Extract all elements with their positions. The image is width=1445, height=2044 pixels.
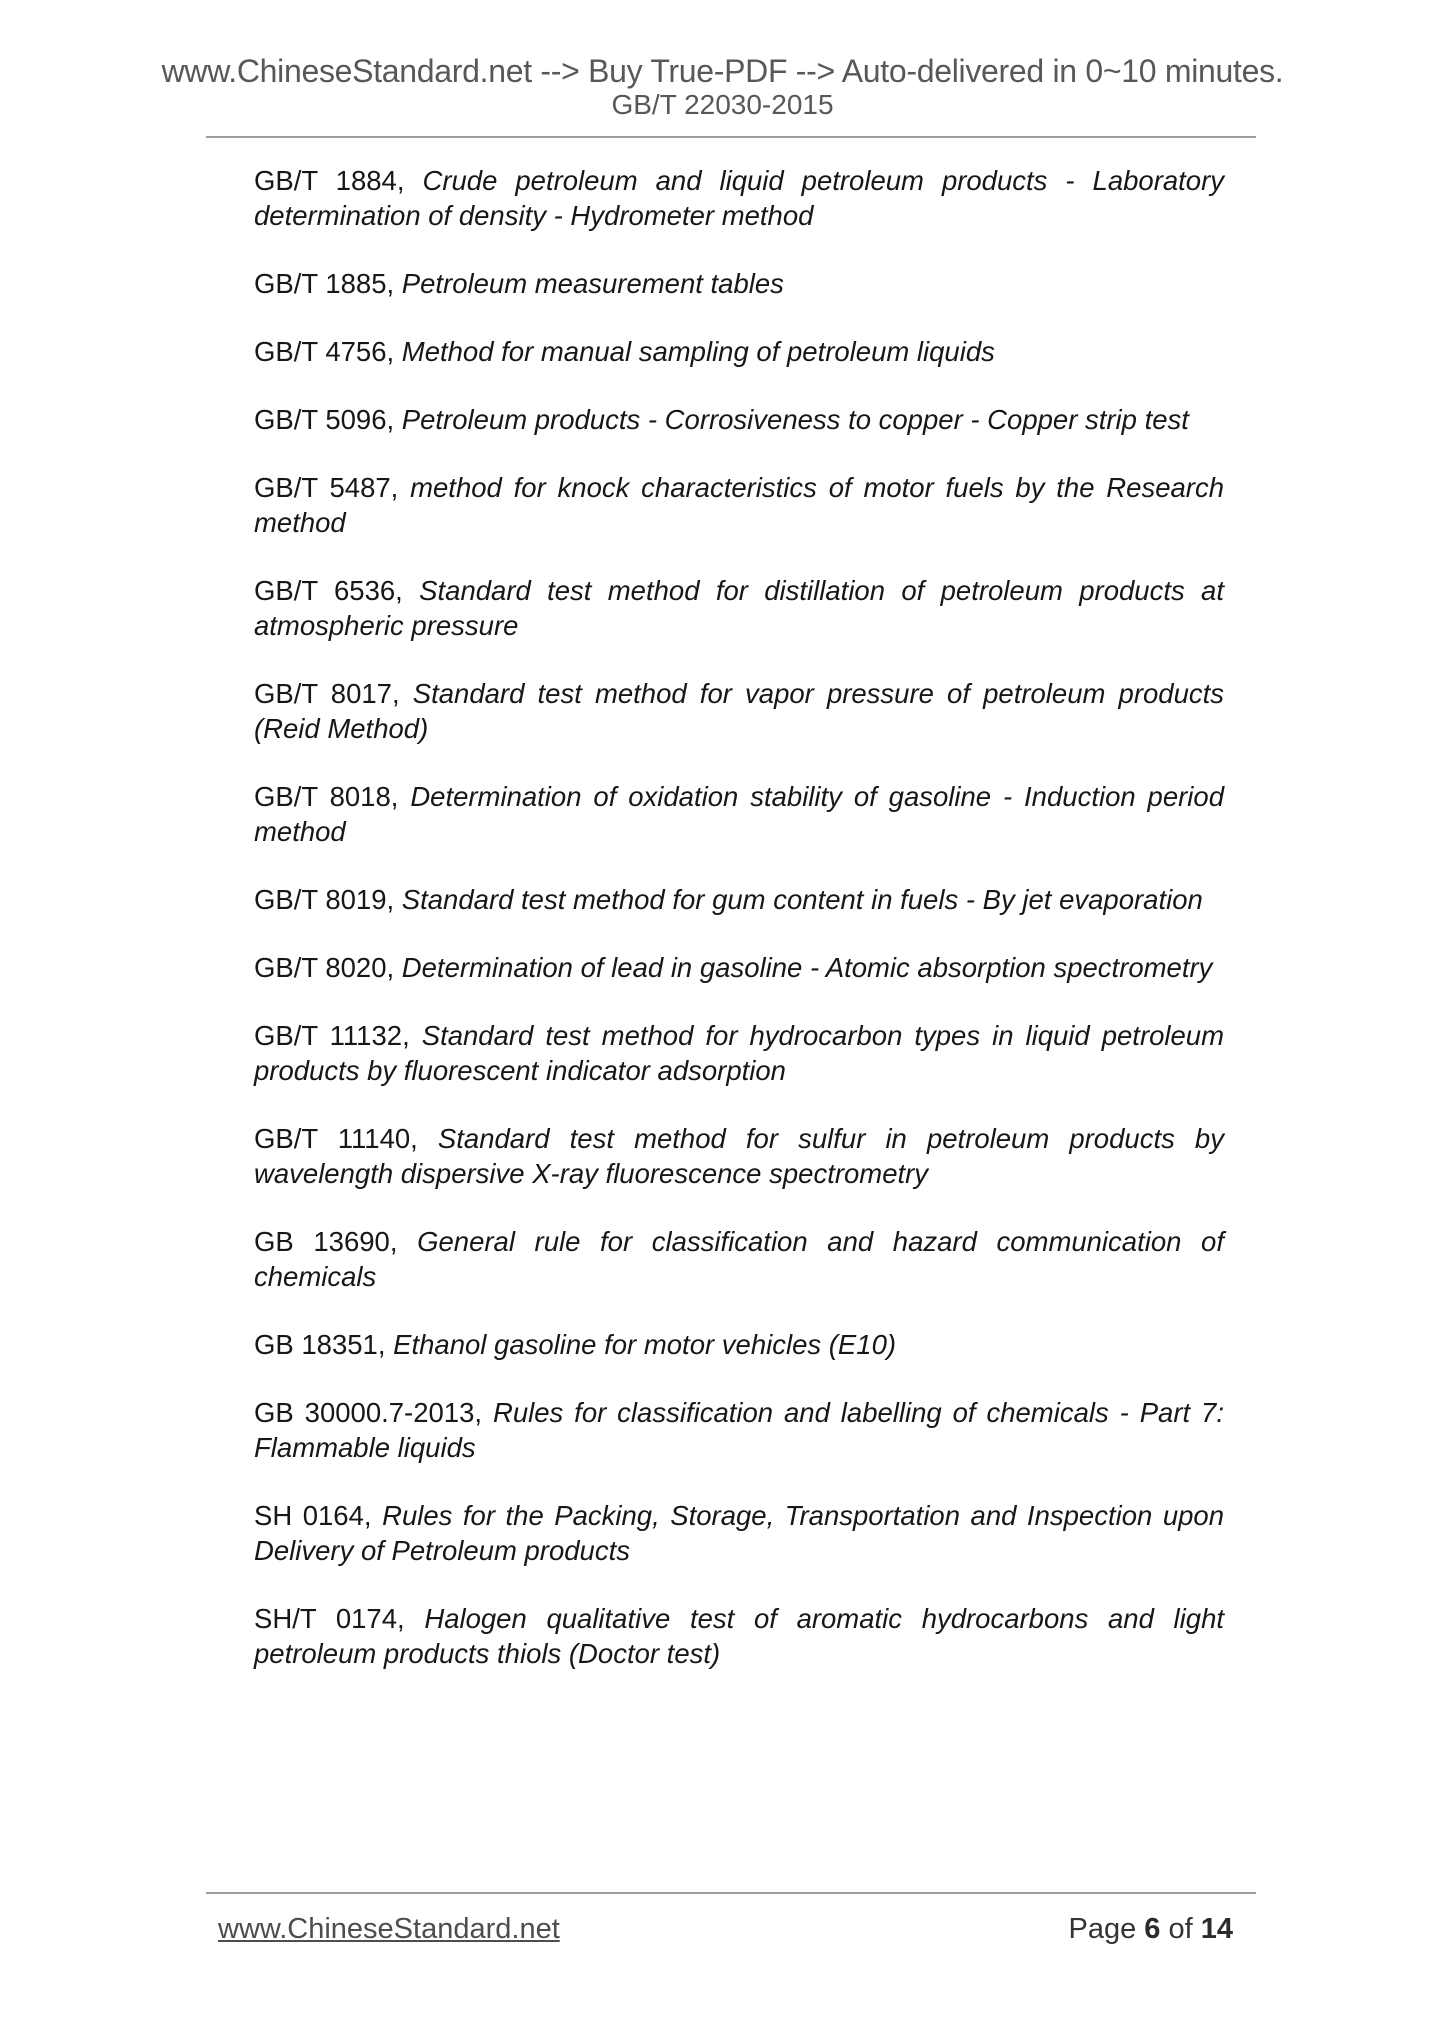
footer-page-label: Page bbox=[1068, 1913, 1137, 1945]
standard-code: GB/T 5487, bbox=[254, 472, 399, 503]
standard-code: GB/T 8017, bbox=[254, 678, 400, 709]
footer-page-current: 6 bbox=[1144, 1913, 1161, 1945]
reference-item bbox=[254, 1224, 1224, 1294]
reference-item bbox=[254, 266, 1224, 301]
standard-code: GB/T 4756, bbox=[254, 336, 395, 367]
header-banner-text: www.ChineseStandard.net --> Buy True-PDF --> Auto-delivered in 0~10 minutes. bbox=[161, 53, 1284, 89]
standard-code: GB 13690, bbox=[254, 1226, 398, 1257]
standard-code: SH 0164, bbox=[254, 1500, 372, 1531]
standard-title: Standard test method for distillation of petroleum products at atmospheric pressure bbox=[254, 575, 1224, 641]
standard-code: GB 30000.7-2013, bbox=[254, 1397, 483, 1428]
reference-item bbox=[254, 779, 1224, 849]
standard-title: Petroleum products - Corrosiveness to copper - Copper strip test bbox=[401, 404, 1189, 435]
reference-item bbox=[254, 1601, 1224, 1671]
reference-item bbox=[254, 1121, 1224, 1191]
standard-code: GB/T 8020, bbox=[254, 952, 395, 983]
reference-item bbox=[254, 1018, 1224, 1088]
standard-title: Rules for classification and labelling of chemicals - Part 7: Flammable liquids bbox=[254, 1397, 1224, 1463]
reference-item bbox=[254, 334, 1224, 369]
reference-item bbox=[254, 1327, 1224, 1362]
reference-item bbox=[254, 1395, 1224, 1465]
references-list bbox=[254, 163, 1224, 1704]
standard-title: Standard test method for gum content in fuels - By jet evaporation bbox=[401, 884, 1203, 915]
standard-title: Crude petroleum and liquid petroleum products - Laboratory determination of density - Hydrometer method bbox=[254, 165, 1225, 231]
standard-code: SH/T 0174, bbox=[254, 1603, 405, 1634]
reference-item bbox=[254, 163, 1224, 233]
reference-item bbox=[254, 950, 1224, 985]
reference-item bbox=[254, 1498, 1224, 1568]
standard-code: GB 18351, bbox=[254, 1329, 386, 1360]
standard-title: Rules for the Packing, Storage, Transportation and Inspection upon Delivery of Petroleum products bbox=[254, 1500, 1224, 1566]
header-divider bbox=[206, 136, 1256, 138]
footer-page-total: 14 bbox=[1200, 1913, 1233, 1945]
reference-item bbox=[254, 573, 1224, 643]
standard-code: GB/T 6536, bbox=[254, 575, 403, 606]
header-doc-number: GB/T 22030-2015 bbox=[611, 89, 834, 120]
standard-title: Standard test method for vapor pressure of petroleum products (Reid Method) bbox=[254, 678, 1225, 744]
standard-title: Halogen qualitative test of aromatic hydrocarbons and light petroleum products thiols (Doctor test) bbox=[254, 1603, 1224, 1669]
standard-title: Determination of oxidation stability of gasoline - Induction period method bbox=[254, 781, 1225, 847]
standard-title: method for knock characteristics of motor fuels by the Research method bbox=[254, 472, 1224, 538]
page-header bbox=[0, 52, 1445, 120]
standard-title: Determination of lead in gasoline - Atomic absorption spectrometry bbox=[401, 952, 1213, 983]
footer-of-label: of bbox=[1168, 1913, 1193, 1945]
standard-code: GB/T 8019, bbox=[254, 884, 395, 915]
standard-title: Standard test method for hydrocarbon types in liquid petroleum products by fluorescent indicator adsorption bbox=[254, 1020, 1225, 1086]
standard-title: Ethanol gasoline for motor vehicles (E10) bbox=[393, 1329, 897, 1360]
reference-item bbox=[254, 470, 1224, 540]
standard-title: Standard test method for sulfur in petroleum products by wavelength dispersive X-ray fluorescence spectrometry bbox=[254, 1123, 1224, 1189]
footer-page-indicator bbox=[1068, 1913, 1233, 1945]
reference-item bbox=[254, 676, 1224, 746]
standard-title: Petroleum measurement tables bbox=[401, 268, 784, 299]
standard-title: Method for manual sampling of petroleum liquids bbox=[401, 336, 995, 367]
footer-site-link[interactable]: www.ChineseStandard.net bbox=[218, 1913, 560, 1945]
reference-item bbox=[254, 882, 1224, 917]
standard-code: GB/T 11132, bbox=[254, 1020, 410, 1051]
standard-code: GB/T 1884, bbox=[254, 165, 405, 196]
footer-divider bbox=[206, 1892, 1256, 1894]
standard-code: GB/T 5096, bbox=[254, 404, 395, 435]
standard-code: GB/T 11140, bbox=[254, 1123, 418, 1154]
standard-code: GB/T 1885, bbox=[254, 268, 395, 299]
reference-item bbox=[254, 402, 1224, 437]
standard-code: GB/T 8018, bbox=[254, 781, 399, 812]
standard-title: General rule for classification and hazard communication of chemicals bbox=[254, 1226, 1224, 1292]
